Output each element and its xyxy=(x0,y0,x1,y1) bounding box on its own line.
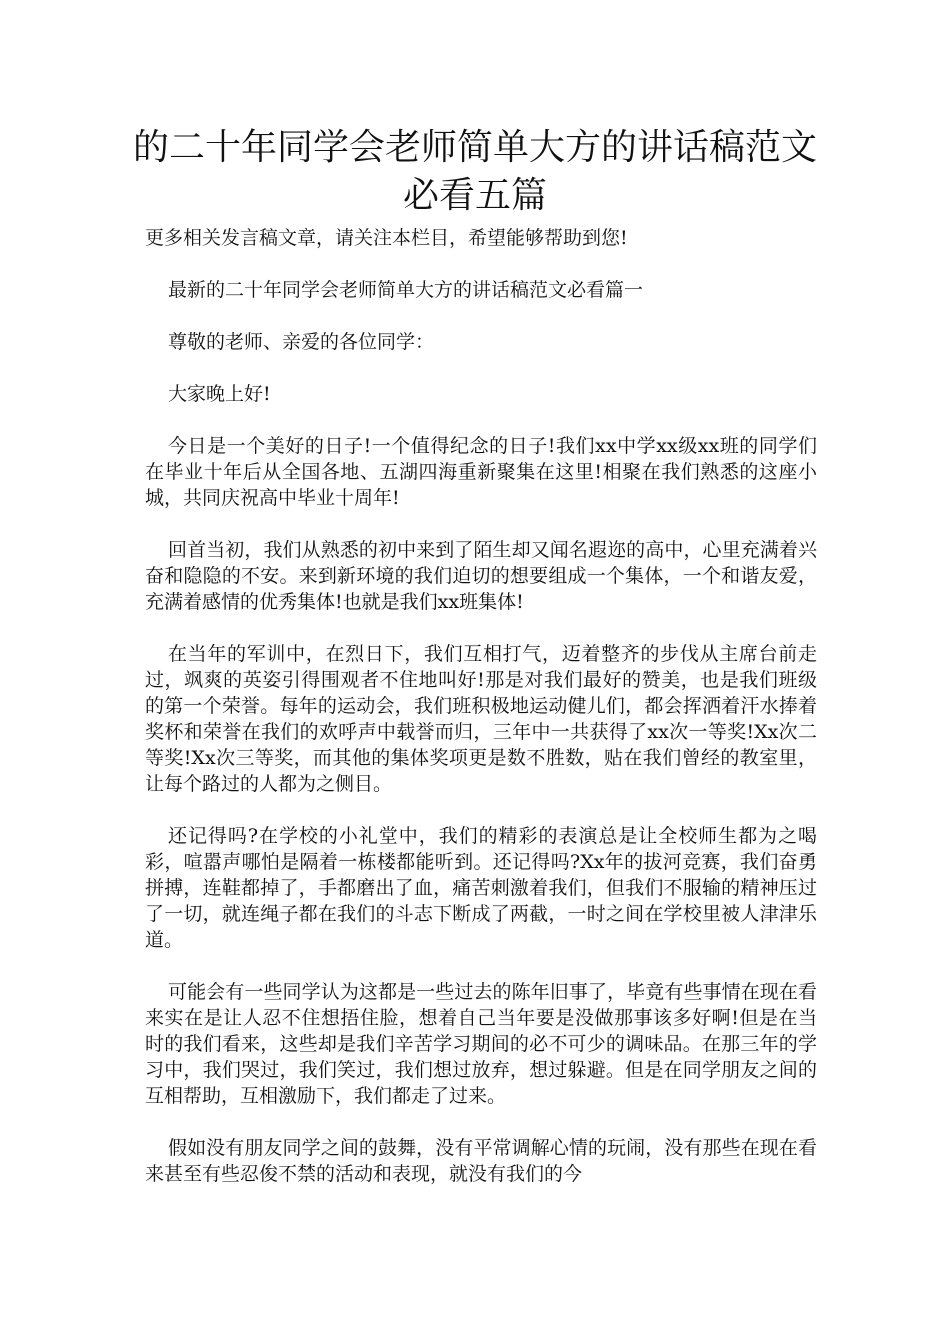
body-paragraph: 可能会有一些同学认为这都是一些过去的陈年旧事了，毕竟有些事情在现在看来实在是让人忍不住想捂住脸，想着自己当年要是没做那事该多好啊!但是在当时的我们看来，这些却是我们辛苦学习期间的必不可少的调味品。在那三年的学习中，我们哭过，我们笑过，我们想过放弃，想过躲避。但是在同学朋友之间的互相帮助，互相激励下，我们都走了过来。 xyxy=(145,981,817,1107)
document-body xyxy=(145,225,817,1187)
salutation: 尊敬的老师、亲爱的各位同学： xyxy=(168,331,435,353)
body-paragraph: 在当年的军训中，在烈日下，我们互相打气，迈着整齐的步伐从主席台前走过，飒爽的英姿引得围观者不住地叫好!那是对我们最好的赞美，也是我们班级的第一个荣誉。每年的运动会，我们班积极地运动健儿们，都会挥洒着汗水捧着奖杯和荣誉在我们的欢呼声中载誉而归，三年中一共获得了xx次一等奖!Xx次二等奖!Xx次三等奖，而其他的集体奖项更是数不胜数，贴在我们曾经的教室里，让每个路过的人都为之侧目。 xyxy=(145,643,817,795)
document-subtitle: 更多相关发言稿文章，请关注本栏目，希望能够帮助到您! xyxy=(145,227,628,249)
body-paragraph: 假如没有朋友同学之间的鼓舞，没有平常调解心情的玩闹，没有那些在现在看来甚至有些忍俊不禁的活动和表现，就没有我们的今 xyxy=(145,1137,817,1185)
document-title: 的二十年同学会老师简单大方的讲话稿范文必看五篇 xyxy=(132,127,817,216)
body-paragraph: 还记得吗?在学校的小礼堂中，我们的精彩的表演总是让全校师生都为之喝彩，喧嚣声哪怕是隔着一栋楼都能听到。还记得吗?Xx年的拔河竞赛，我们奋勇拼搏，连鞋都掉了，手都磨出了血，痛苦刺激着我们，但我们不服输的精神压过了一切，就连绳子都在我们的斗志下断成了两截，一时之间在学校里被人津津乐道。 xyxy=(145,825,817,951)
body-paragraph: 今日是一个美好的日子!一个值得纪念的日子!我们xx中学xx级xx班的同学们在毕业十年后从全国各地、五湖四海重新聚集在这里!相聚在我们熟悉的这座小城，共同庆祝高中毕业十周年! xyxy=(145,435,817,509)
greeting: 大家晚上好! xyxy=(168,383,271,405)
body-paragraph: 回首当初，我们从熟悉的初中来到了陌生却又闻名遐迩的高中，心里充满着兴奋和隐隐的不安。来到新环境的我们迫切的想要组成一个集体，一个和谐友爱，充满着感情的优秀集体!也就是我们xx班集体! xyxy=(145,539,817,613)
section-heading: 最新的二十年同学会老师简单大方的讲话稿范文必看篇一 xyxy=(168,279,644,301)
